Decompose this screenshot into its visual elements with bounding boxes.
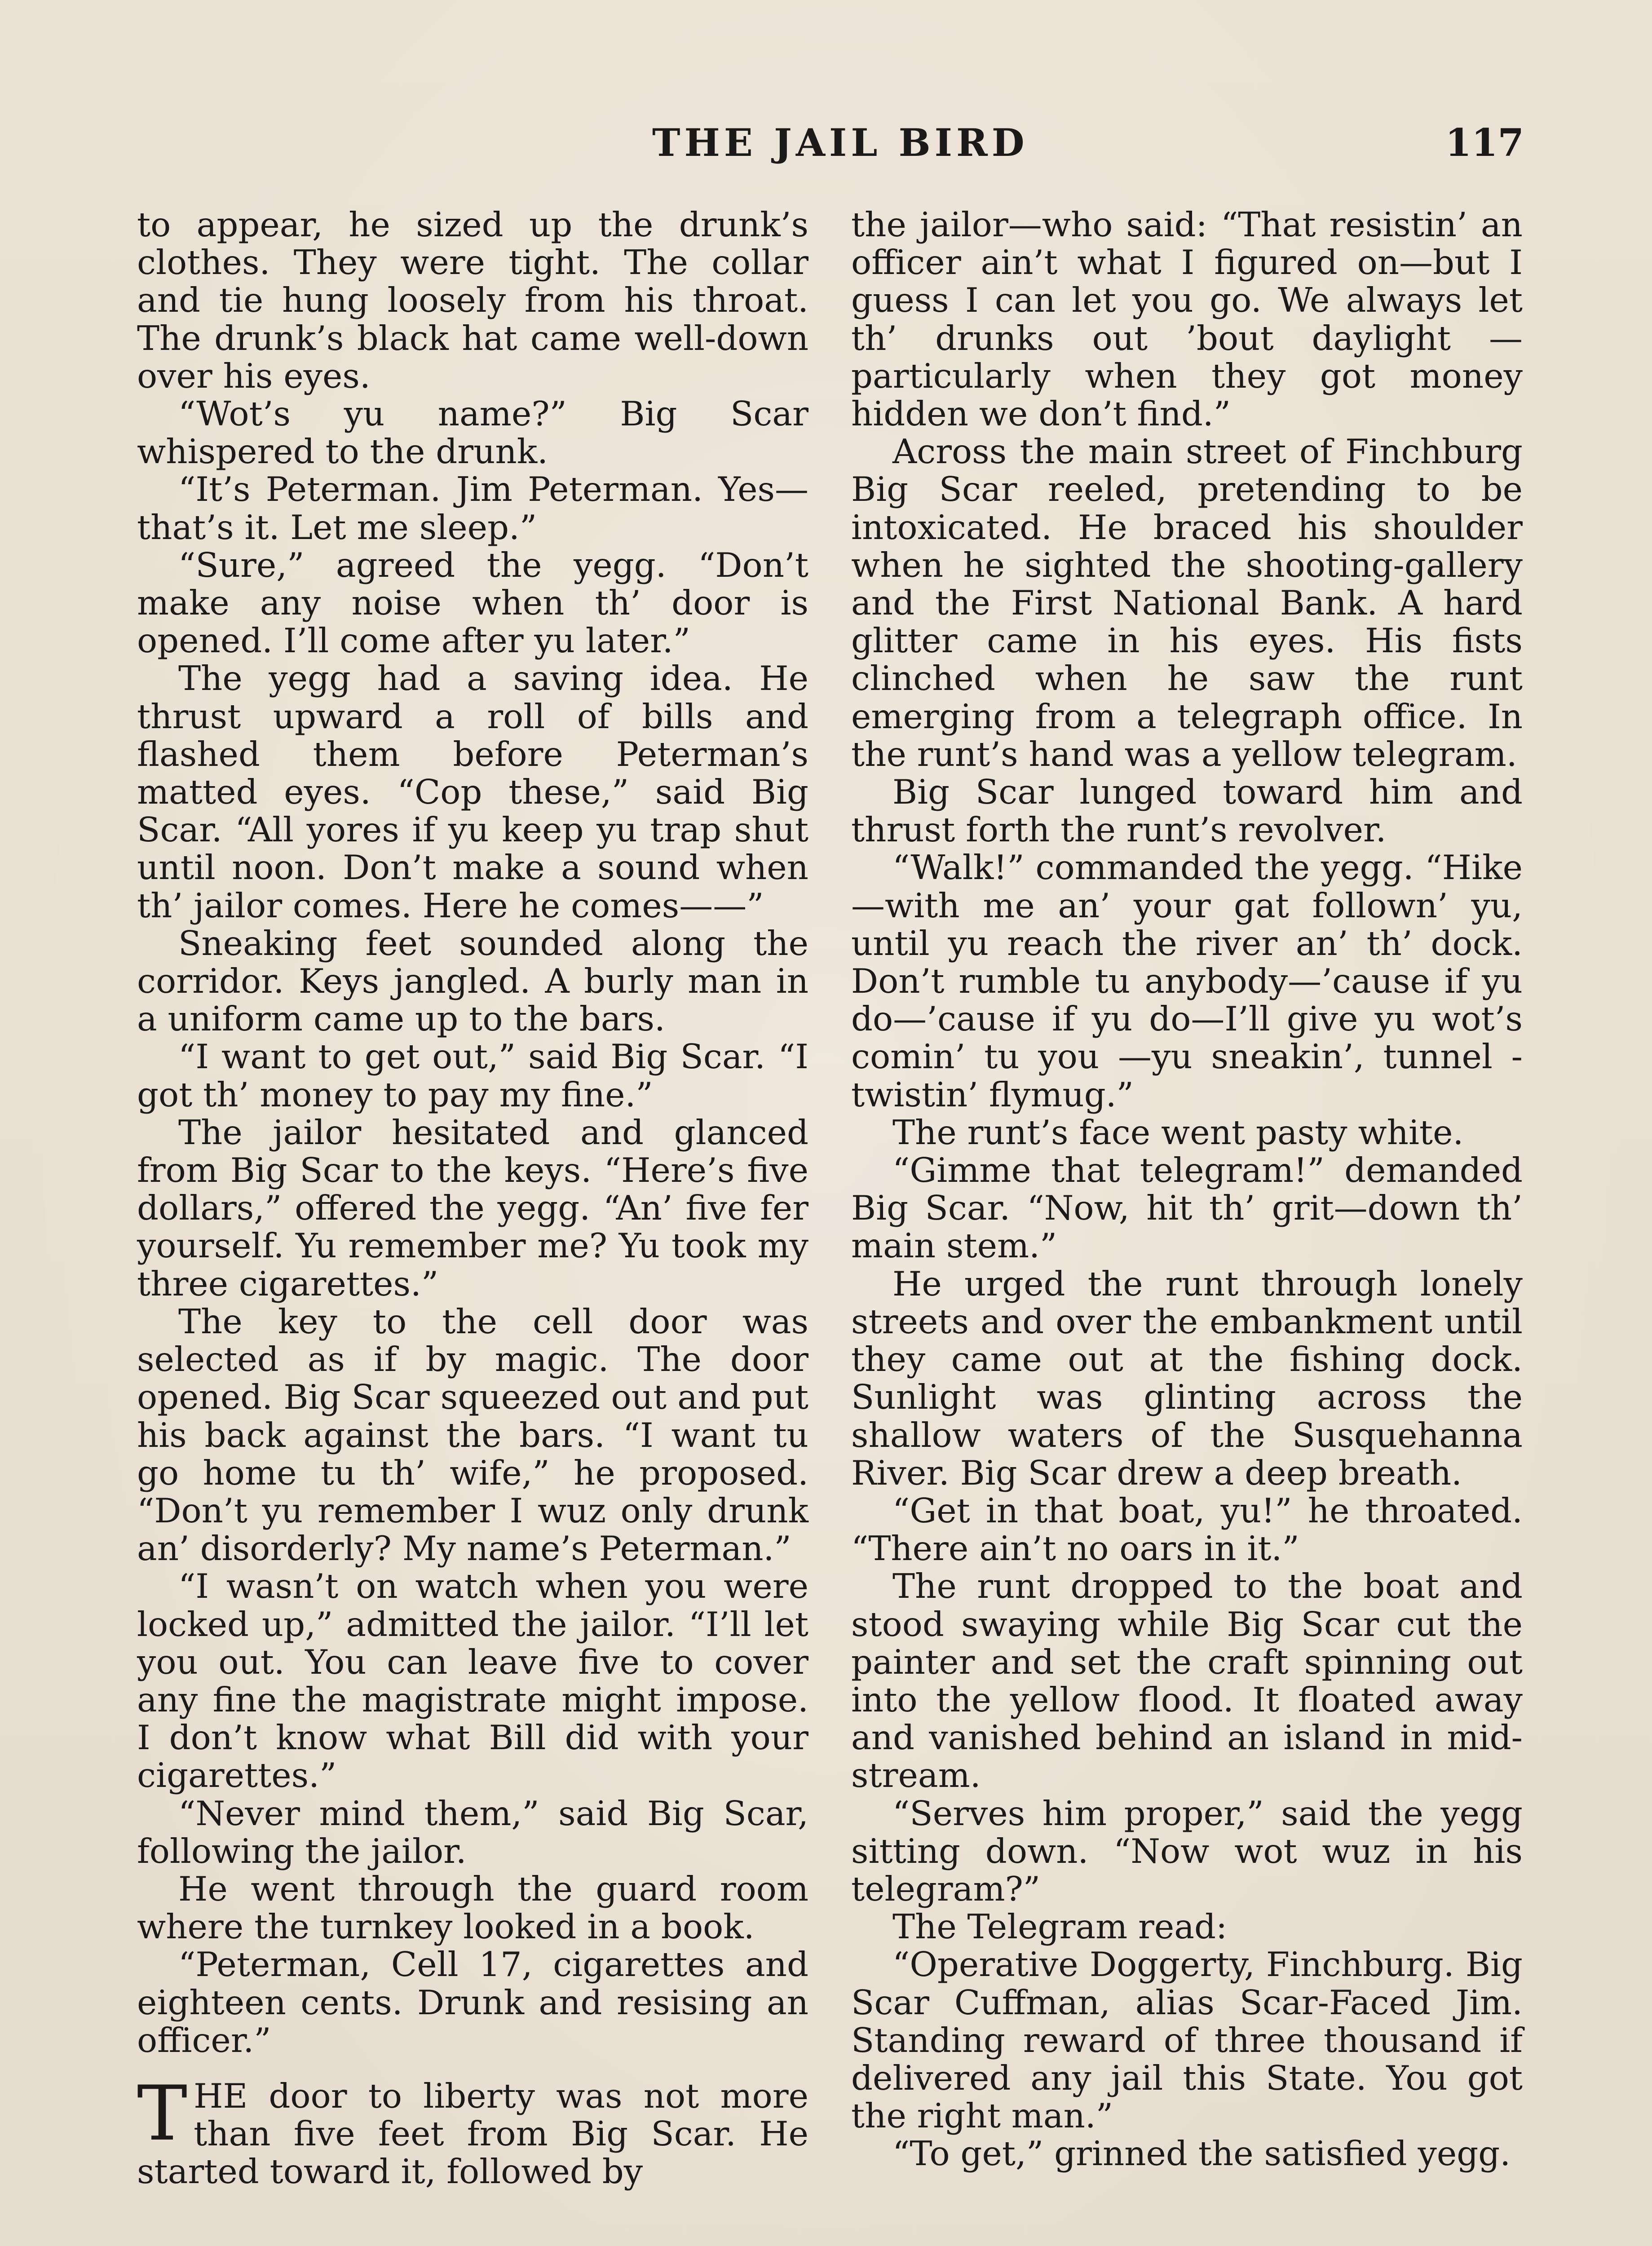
paragraph: “I want to get out,” said Big Scar. “I got th’ money to pay my fine.”	[137, 1037, 808, 1114]
right-column	[851, 206, 1523, 2173]
left-column	[137, 206, 808, 2191]
section-start-text: HE door to liberty was not more than five feet from Big Scar. He started toward it, followed by	[137, 2076, 808, 2192]
running-title: THE JAIL BIRD	[652, 120, 1029, 165]
paragraph: “Gimme that telegram!” demanded Big Scar. “Now, hit th’ grit—down th’ main stem.”	[851, 1150, 1523, 1266]
paragraph: The key to the cell door was selected as if by magic. The door opened. Big Scar squeezed out and put his back against the bars. “I want tu go home tu th’ wife,” he proposed. “Don’t yu remember I wuz only drunk an’ disorderly? My name’s Peterman.”	[137, 1301, 808, 1569]
paragraph: “Serves him proper,” said the yegg sitting down. “Now wot wuz in his telegram?”	[851, 1793, 1523, 1909]
paragraph: Sneaking feet sounded along the corridor. Keys jangled. A burly man in a uniform came up to the bars.	[137, 923, 808, 1039]
paragraph: “To get,” grinned the satisfied yegg.	[892, 2134, 1511, 2174]
paragraph: The runt’s face went pasty white.	[892, 1112, 1464, 1152]
paragraph: the jailor—who said: “That resistin’ an officer ain’t what I figured on—but I guess I can let you go. We always let th’ drunks out ’bout daylight — particularly when they got money hidden we don’t find.”	[851, 205, 1523, 434]
paragraph: “Sure,” agreed the yegg. “Don’t make any noise when th’ door is opened. I’ll come after yu later.”	[137, 545, 808, 661]
paragraph: Across the main street of Finchburg Big Scar reeled, pretending to be intoxicated. He braced his shoulder when he sighted the shooting-gallery and the First National Bank. A hard glitter came in his eyes. His fists clinched when he saw the runt emerging from a telegraph office. In the runt’s hand was a yellow telegram.	[851, 432, 1523, 774]
paragraph: “Walk!” commanded the yegg. “Hike—with me an’ your gat follown’ yu, until yu reach the river an’ th’ dock. Don’t rumble tu anybody—’cause if yu do—’cause if yu do—I’ll give yu wot’s comin’ tu you —yu sneakin’, tunnel - twistin’ flymug.”	[851, 848, 1523, 1114]
paragraph: “Get in that boat, yu!” he throated. “There ain’t no oars in it.”	[851, 1490, 1523, 1569]
paragraph: The jailor hesitated and glanced from Big Scar to the keys. “Here’s five dollars,” offered the yegg. “An’ five fer yourself. Yu remember me? Yu took my three cigarettes.”	[137, 1112, 808, 1304]
paragraph: The Telegram read:	[892, 1907, 1228, 1947]
drop-cap: T	[137, 2069, 188, 2158]
paragraph: “Never mind them,” said Big Scar, following the jailor.	[137, 1793, 808, 1871]
section-start-paragraph	[137, 2069, 808, 2192]
paragraph: “Peterman, Cell 17, cigarettes and eighteen cents. Drunk and resising an officer.”	[137, 1945, 808, 2060]
paragraph: “Operative Doggerty, Finchburg. Big Scar Cuffman, alias Scar-Faced Jim. Standing reward of three thousand if delivered any jail this State. You got the right man.”	[851, 1945, 1523, 2136]
paragraph: The yegg had a saving idea. He thrust upward a roll of bills and flashed them before Peterman’s matted eyes. “Cop these,” said Big Scar. “All yores if yu keep yu trap shut until noon. Don’t make a sound when th’ jailor comes. Here he comes——”	[137, 659, 808, 925]
paragraph: “I wasn’t on watch when you were locked up,” admitted the jailor. “I’ll let you out. You can leave five to cover any fine the magistrate might impose. I don’t know what Bill did with your cigarettes.”	[137, 1566, 808, 1795]
paragraph: He went through the guard room where the turnkey looked in a book.	[137, 1869, 808, 1947]
page-number: 117	[1445, 120, 1524, 165]
paragraph: “Wot’s yu name?” Big Scar whispered to the drunk.	[137, 394, 808, 472]
paragraph: “It’s Peterman. Jim Peterman. Yes—that’s it. Let me sleep.”	[137, 469, 808, 547]
paragraph: The runt dropped to the boat and stood swaying while Big Scar cut the painter and set the craft spinning out into the yellow flood. It floated away and vanished behind an island in mid-stream.	[851, 1566, 1523, 1795]
paragraph: Big Scar lunged toward him and thrust forth the runt’s revolver.	[851, 772, 1523, 850]
paragraph: He urged the runt through lonely streets and over the embankment until they came out at the fishing dock. Sunlight was glinting across the shallow waters of the Susquehanna River. Big Scar drew a deep breath.	[851, 1264, 1523, 1493]
paragraph: to appear, he sized up the drunk’s clothes. They were tight. The collar and tie hung loosely from his throat. The drunk’s black hat came well-down over his eyes.	[137, 205, 808, 396]
